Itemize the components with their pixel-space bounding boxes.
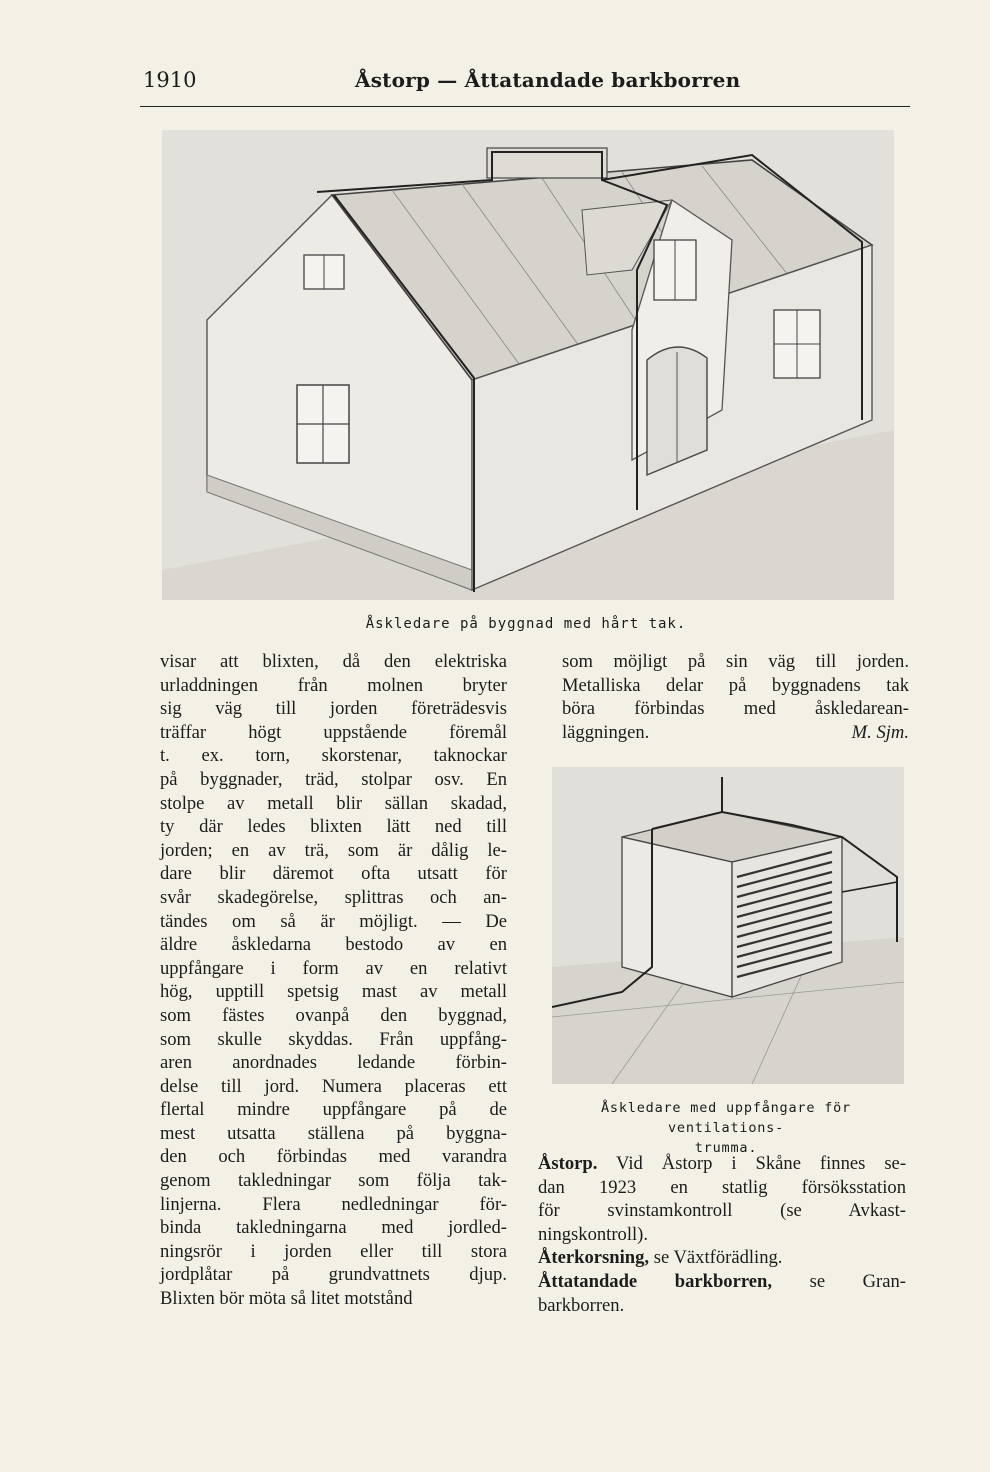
text-line: t. ex. torn, skorstenar, taknockar <box>160 745 507 767</box>
caption-line: trumma. <box>694 1140 758 1156</box>
text-line: aren anordnades ledande förbin- <box>160 1052 507 1074</box>
text-line: dan 1923 en statlig försöksstation <box>538 1176 906 1198</box>
ventilation-figure-caption <box>540 1098 912 1158</box>
entry-headword: Åttatandade barkborren, <box>538 1270 773 1292</box>
right-column-entries <box>538 1152 906 1317</box>
entry-aterkorsning <box>538 1246 906 1270</box>
author-signature: M. Sjm. <box>851 721 909 743</box>
text-line: äldre åskledarna bestodo av en <box>160 934 507 956</box>
building-illustration <box>162 130 894 600</box>
entry-text: Vid Åstorp i Skåne finnes se- <box>616 1153 907 1174</box>
text-line: ningsrör i jorden eller till stora <box>160 1240 507 1262</box>
text-line: svår skadegörelse, splittras och an- <box>160 886 507 908</box>
text-line: böra förbindas med åskledarean- <box>562 698 909 720</box>
running-title: Åstorp — Åttatandade barkborren <box>355 68 741 92</box>
text-line: binda takledningarna med jordled- <box>160 1217 507 1239</box>
ventilation-figure <box>552 767 904 1084</box>
text-line: dare blir däremot ofta utsatt för <box>160 863 507 885</box>
text-line: jordplåtar på grundvattnets djup. <box>160 1264 507 1286</box>
signature-line <box>562 721 909 745</box>
text-line: den och förbindas med varandra <box>160 1146 507 1168</box>
text-line: mest utsatta ställena på byggna- <box>160 1122 507 1144</box>
text-line: urladdningen från molnen bryter <box>160 674 507 696</box>
entry-astorp <box>538 1152 906 1176</box>
text-line: sig väg till jorden företrädesvis <box>160 698 507 720</box>
text-line: uppfångare i form av en relativt <box>160 957 507 979</box>
text-line: jorden; en av trä, som är dålig le- <box>160 839 507 861</box>
text-line: visar att blixten, då den elektriska <box>160 651 507 672</box>
page-number: 1910 <box>143 68 197 92</box>
building-figure <box>162 130 894 600</box>
text-line: flertal mindre uppfångare på de <box>160 1099 507 1121</box>
text-line: läggningen. <box>562 721 650 743</box>
header-rule <box>140 106 910 107</box>
text-line: delse till jord. Numera placeras ett <box>160 1075 507 1097</box>
text-line: träffar högt uppstående föremål <box>160 721 507 743</box>
text-line: genom takledningar som följa tak- <box>160 1170 507 1192</box>
right-column-top <box>562 650 909 744</box>
text-line: barkborren. <box>538 1294 625 1316</box>
caption-line: Åskledare med uppfångare för ventilations- <box>601 1100 851 1136</box>
text-line: som fästes ovanpå den byggnad, <box>160 1004 507 1026</box>
text-line: Metalliska delar på byggnadens tak <box>562 674 909 696</box>
text-line: tändes om så är möjligt. — De <box>160 910 507 932</box>
text-line: hög, upptill spetsig mast av metall <box>160 981 507 1003</box>
text-line: som skulle skyddas. Från uppfång- <box>160 1028 507 1050</box>
entry-text: se Växtförädling. <box>653 1247 783 1269</box>
text-line: ty där ledes blixten lätt ned till <box>160 816 507 838</box>
text-line: som möjligt på sin väg till jorden. <box>562 651 909 672</box>
text-line: stolpe av metall blir sällan skadad, <box>160 792 507 814</box>
building-figure-caption: Åskledare på byggnad med hårt tak. <box>365 616 687 632</box>
text-line: linjerna. Flera nedledningar för- <box>160 1193 507 1215</box>
entry-headword: Återkorsning, <box>538 1247 650 1269</box>
entry-headword: Åstorp. <box>538 1153 598 1174</box>
entry-attatandade <box>538 1270 906 1294</box>
text-line: Blixten bör möta så litet motstånd <box>160 1288 413 1310</box>
entry-text: se Gran- <box>809 1270 906 1292</box>
left-column <box>160 650 507 1311</box>
ventilation-illustration <box>552 767 904 1084</box>
text-line: på byggnader, träd, stolpar osv. En <box>160 768 507 790</box>
text-line: ningskontroll). <box>538 1223 649 1245</box>
text-line: för svinstamkontroll (se Avkast- <box>538 1200 906 1222</box>
